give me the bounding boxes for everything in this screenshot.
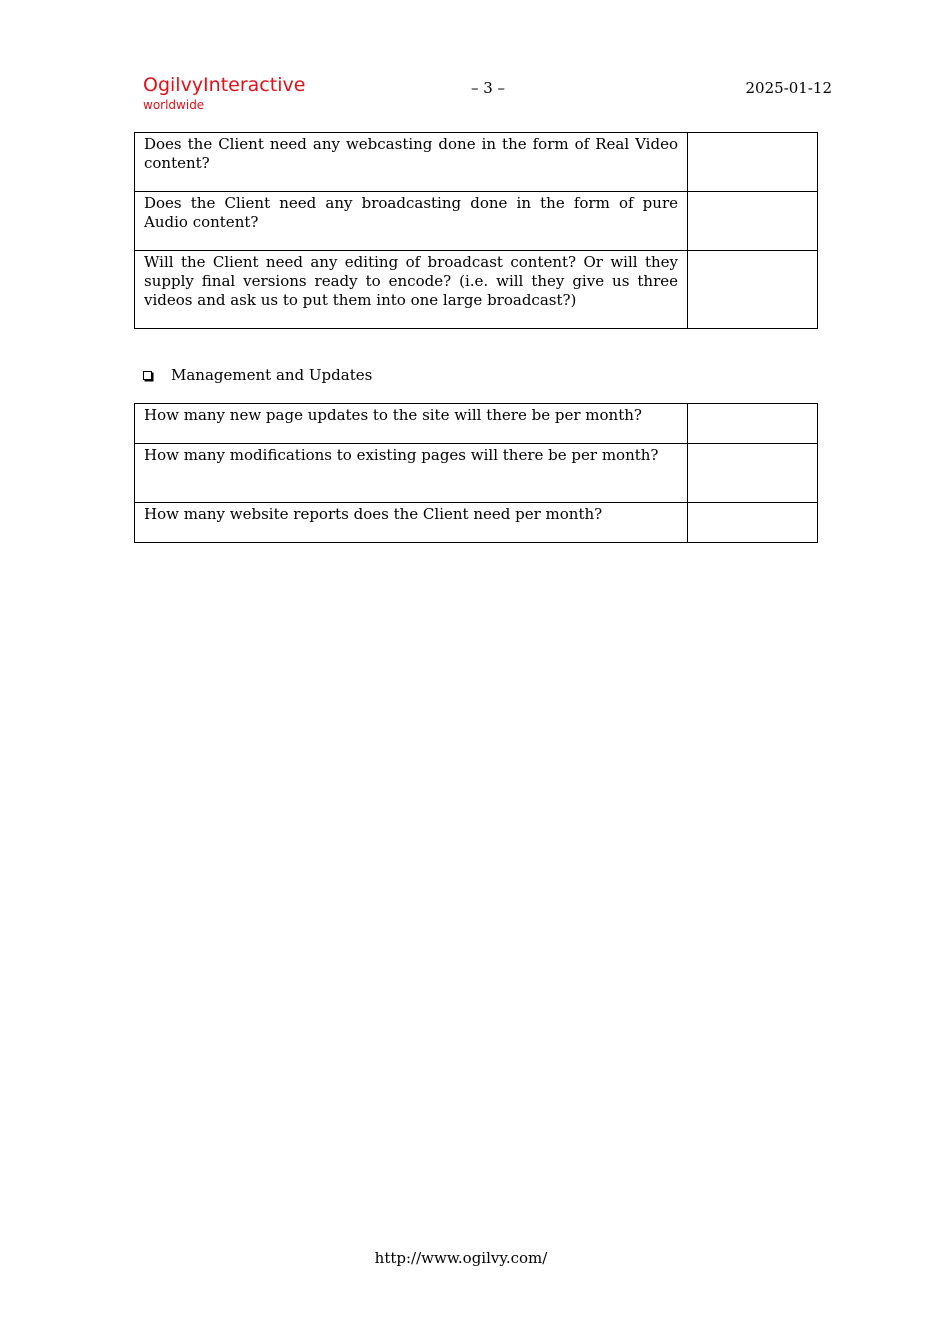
question-cell: Does the Client need any webcasting done in the form of Real Video content? bbox=[135, 133, 688, 192]
table-row bbox=[135, 251, 818, 329]
question-cell: Will the Client need any editing of broadcast content? Or will they supply final versions ready to encode? (i.e. will they give us three videos and ask us to put them into one large broadcast?) bbox=[135, 251, 688, 329]
management-questions-table bbox=[134, 403, 818, 543]
section-heading bbox=[143, 366, 372, 384]
table-row bbox=[135, 404, 818, 444]
table-row bbox=[135, 444, 818, 503]
broadcast-questions-table bbox=[134, 132, 818, 329]
table-row bbox=[135, 133, 818, 192]
footer-url: http://www.ogilvy.com/ bbox=[374, 1249, 548, 1267]
question-cell: How many new page updates to the site will there be per month? bbox=[135, 404, 688, 444]
answer-cell[interactable] bbox=[688, 404, 818, 444]
company-logo bbox=[143, 76, 305, 111]
logo-sub-text: worldwide bbox=[143, 98, 205, 112]
table-row bbox=[135, 503, 818, 543]
answer-cell[interactable] bbox=[688, 251, 818, 329]
question-cell: How many modifications to existing pages will there be per month? bbox=[135, 444, 688, 503]
logo-main-text: OgilvyInteractive bbox=[143, 74, 306, 96]
table-row bbox=[135, 192, 818, 251]
page-number: – 3 – bbox=[470, 79, 506, 97]
checkbox-bullet-icon bbox=[143, 371, 152, 380]
answer-cell[interactable] bbox=[688, 444, 818, 503]
section-heading-label: Management and Updates bbox=[171, 366, 373, 384]
answer-cell[interactable] bbox=[688, 133, 818, 192]
question-cell: How many website reports does the Client need per month? bbox=[135, 503, 688, 543]
answer-cell[interactable] bbox=[688, 503, 818, 543]
question-cell: Does the Client need any broadcasting done in the form of pure Audio content? bbox=[135, 192, 688, 251]
page-date: 2025-01-12 bbox=[745, 79, 832, 97]
answer-cell[interactable] bbox=[688, 192, 818, 251]
